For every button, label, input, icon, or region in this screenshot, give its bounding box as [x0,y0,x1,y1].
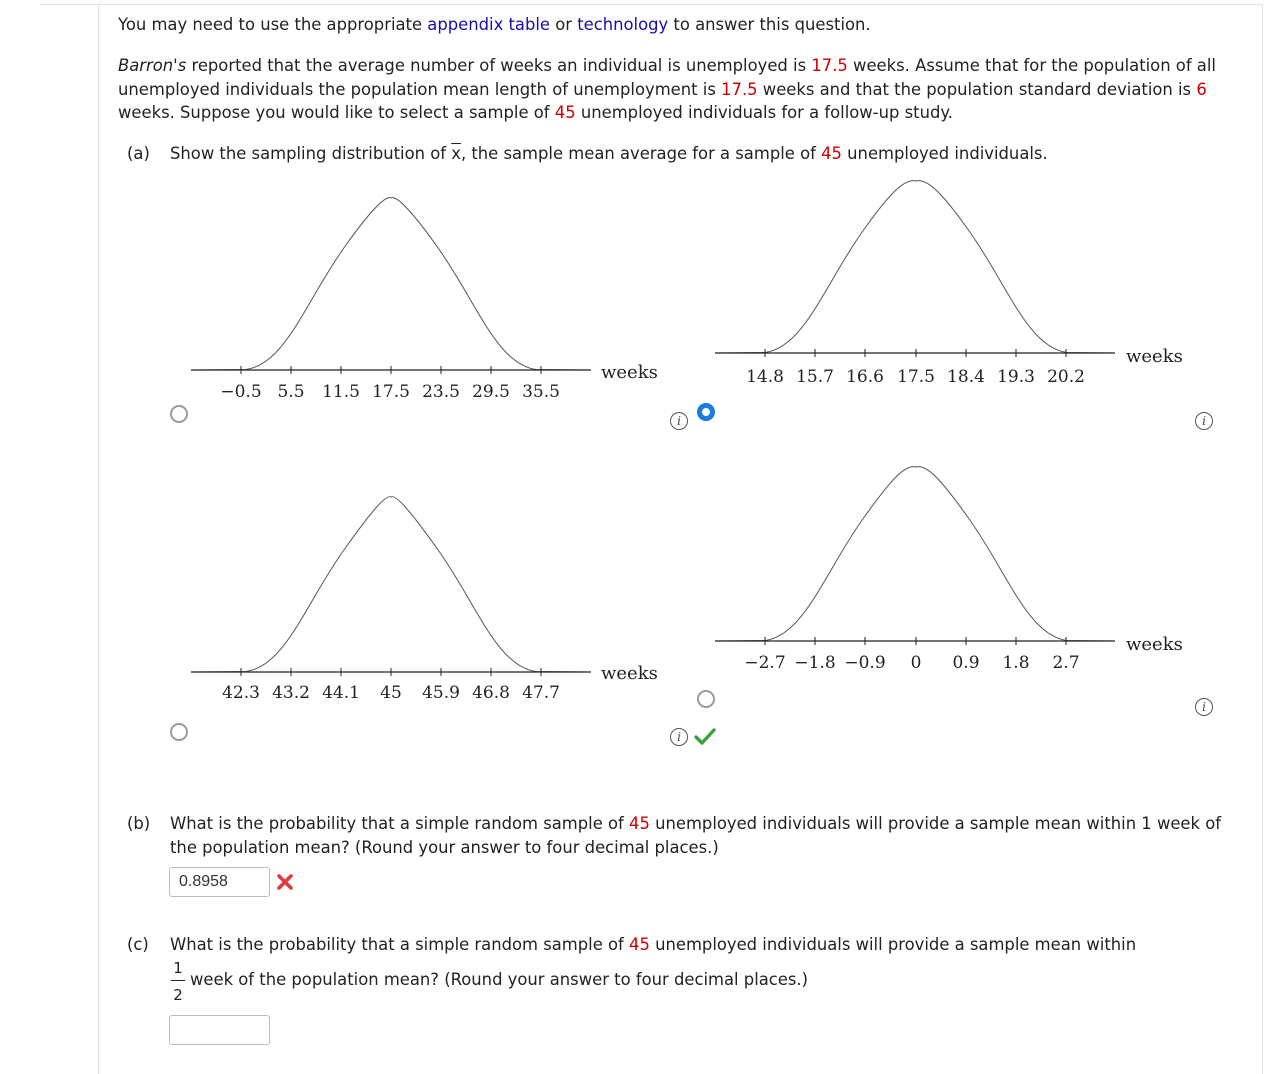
tick-label: 2.7 [1052,653,1080,673]
normal-curve [715,467,1115,641]
tick-label: 15.7 [796,367,834,387]
tick-label: 23.5 [422,382,460,402]
part-b-question: What is the probability that a simple random sample of 45 unemployed individuals will provide a sample mean within 1 week of the population mean? (Round your answer to four decimal places.) [170,814,1222,857]
option-1-info-icon[interactable]: i [670,412,688,430]
axis-unit-label: weeks [601,663,658,684]
part-c-question-line1: What is the probability that a simple random sample of 45 unemployed individuals will provide a sample mean within [170,935,1137,954]
tick-label: 18.4 [947,367,985,387]
fraction-numerator: 1 [173,959,183,977]
tick-label: −0.9 [844,653,886,673]
tick-label: 19.3 [997,367,1035,387]
tick-label: 14.8 [746,367,784,387]
option-3-info-icon[interactable]: i [670,728,688,746]
option-3-radio[interactable] [170,723,188,741]
tick-label: 44.1 [322,683,360,703]
axis-unit-label: weeks [1126,634,1183,655]
intro-text: You may need to use the appropriate appendix table or technology to answer this question. [118,15,871,34]
option-2-info-icon[interactable]: i [1195,412,1213,430]
part-b-answer-input[interactable]: 0.8958 [169,867,270,897]
incorrect-x-icon [276,873,294,891]
tick-label: 35.5 [522,382,560,402]
axis-unit-label: weeks [601,362,658,383]
tick-label: 0 [910,653,922,673]
tick-label: 45.9 [422,683,460,703]
tick-label: 11.5 [322,382,360,402]
tick-label: −2.7 [744,653,786,673]
tick-label: 16.6 [846,367,884,387]
option-graph-3 [186,490,666,710]
tick-label: 5.5 [277,382,305,402]
normal-curve [715,181,1115,353]
part-a-label: (a) [127,144,150,163]
tick-label: 20.2 [1047,367,1085,387]
option-graph-1 [186,190,666,410]
option-4-info-icon[interactable]: i [1195,698,1213,716]
tick-label: 47.7 [522,683,560,703]
option-1-radio[interactable] [170,405,188,423]
tick-label: 29.5 [472,382,510,402]
fraction-bar [171,980,185,981]
option-4-radio[interactable] [697,690,715,708]
tick-label: 45 [380,683,402,703]
option-graph-2 [710,170,1190,390]
tick-label: 42.3 [222,683,260,703]
tick-label: 1.8 [1002,653,1030,673]
option-graph-4 [710,458,1190,678]
fraction-denominator: 2 [173,986,183,1004]
tick-label: 0.9 [952,653,980,673]
correct-checkmark-icon [694,727,716,745]
appendix-table-link[interactable]: appendix table [427,15,550,34]
tick-label: −0.5 [220,382,262,402]
tick-label: −1.8 [794,653,836,673]
problem-statement: Barron's reported that the average number of weeks an individual is unemployed is 17.5 weeks. Assume that for the population of all unemployed individuals the population mean length of unemployment is 17.5 weeks and that the population standard deviation is 6 weeks. Suppose you would like to select a sample of 45 unemployed individuals for a follow-up study. [118,56,1216,122]
tick-label: 46.8 [472,683,510,703]
normal-curve [191,497,591,672]
part-c-label: (c) [127,935,149,954]
part-c-question-line2: week of the population mean? (Round your answer to four decimal places.) [190,970,809,989]
part-b-label: (b) [127,814,151,833]
tick-label: 43.2 [272,683,310,703]
part-a-question: Show the sampling distribution of $\overline{x}$, the sample mean average for a sample of 45 unemployed individuals. [170,144,1048,163]
tick-label: 17.5 [897,367,935,387]
part-c-answer-input[interactable] [169,1015,270,1045]
option-2-radio[interactable] [697,403,715,421]
axis-unit-label: weeks [1126,346,1183,367]
tick-label: 17.5 [372,382,410,402]
technology-link[interactable]: technology [577,15,669,34]
normal-curve [191,198,591,370]
